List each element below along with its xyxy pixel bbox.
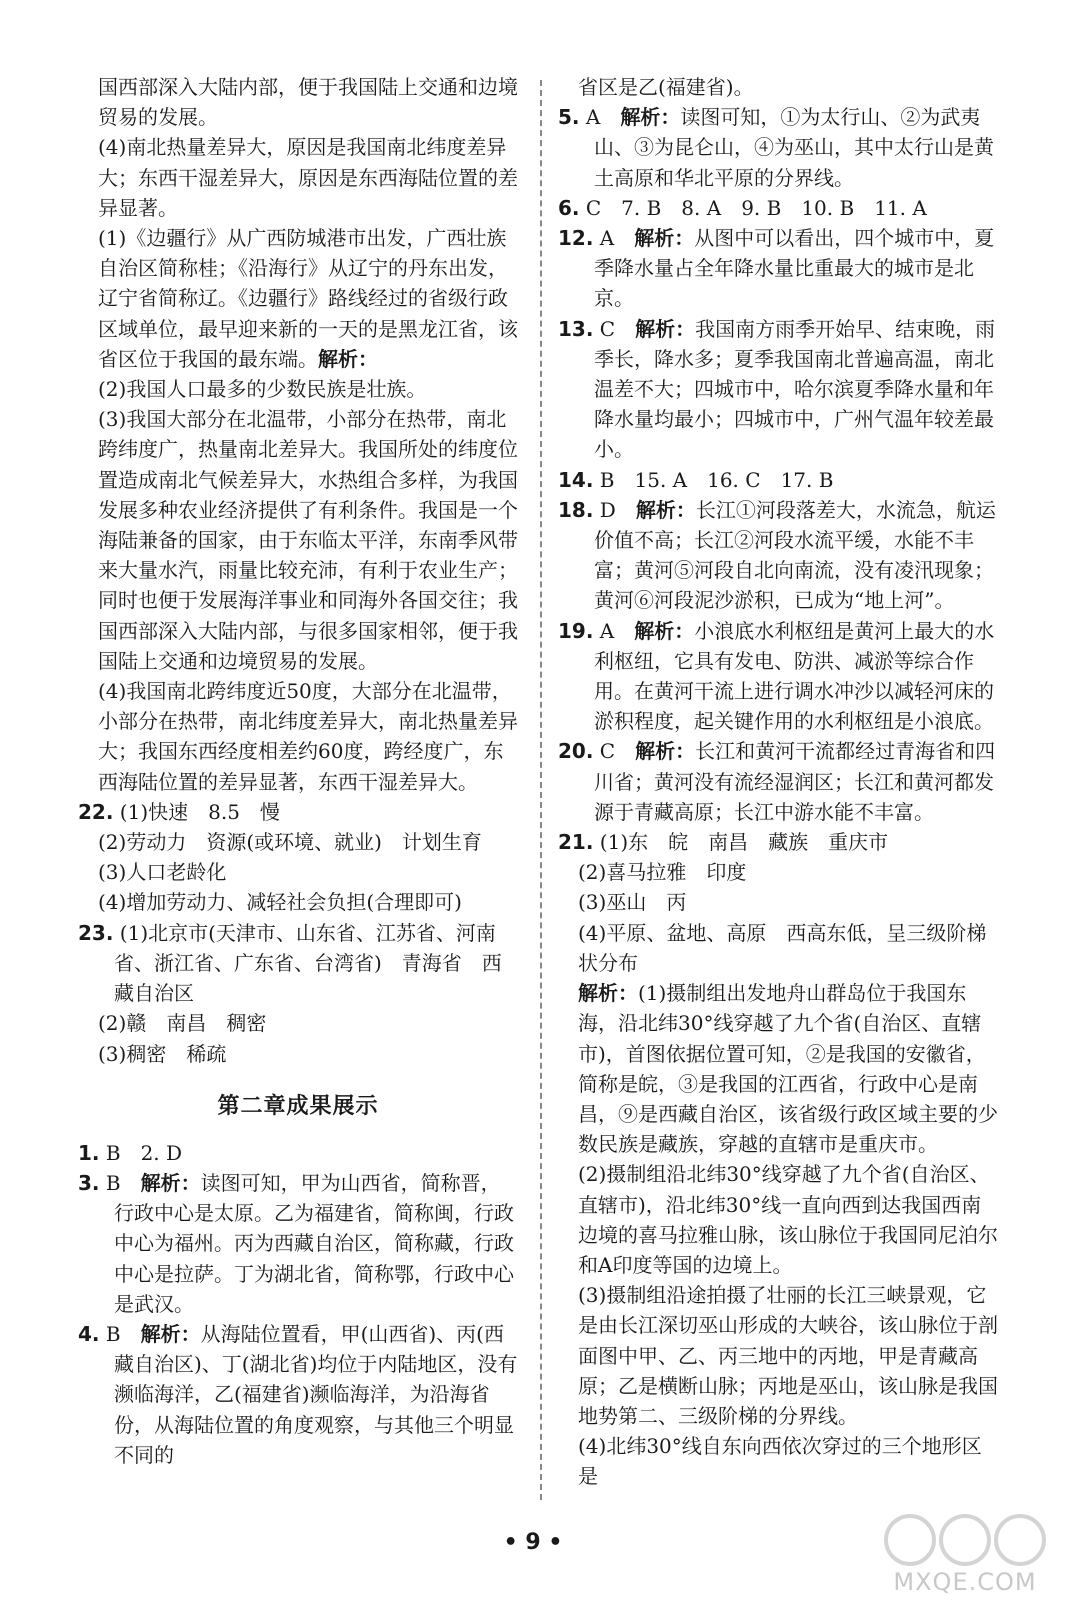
answer-paragraph [78, 72, 518, 132]
answer-text: C 7. B 8. A 9. B 10. B 11. A [579, 195, 927, 220]
answer-text: (1)北京市(天津市、山东省、江苏省、河南省、浙江省、广东省、台湾省) 青海省 西藏自治区 [113, 920, 502, 1006]
analysis-label: 解析： [578, 981, 638, 1006]
answer-text: B [99, 1170, 141, 1195]
answer-paragraph [558, 102, 998, 193]
question-number: 5. [558, 105, 580, 130]
answer-paragraph [78, 1138, 518, 1168]
answer-text: A [593, 618, 635, 643]
answer-paragraph [558, 827, 998, 857]
question-number: 18. [558, 497, 594, 522]
answer-paragraph [78, 797, 518, 827]
right-column [558, 72, 998, 1492]
analysis-text: (1)摄制组出发地舟山群岛位于我国东海，沿北纬30°线穿越了九个省(自治区、直辖市)，首图依据位置可知，②是我国的安徽省，简称是皖，③是我国的江西省，行政中心是南昌，⑨是西藏自治区，该省级行政区域主要的少数民族是藏族，穿越的直辖市是重庆市。 [578, 981, 998, 1157]
answer-text: (2)赣 南昌 稠密 [98, 1011, 267, 1036]
analysis-label: 解析： [140, 1321, 201, 1346]
answer-paragraph [558, 465, 998, 495]
analysis-text: 长江和黄河干流都经过青海省和四川省；黄河没有流经湿润区；长江和黄河都发源于青藏高原；长江中游水能不丰富。 [594, 739, 996, 824]
answer-paragraph [78, 404, 518, 676]
answer-paragraph [558, 918, 998, 978]
answer-text: (3)人口老龄化 [98, 860, 227, 885]
answer-paragraph [558, 616, 998, 737]
answer-paragraph [78, 918, 518, 1009]
answer-text: (2)摄制组沿北纬30°线穿越了九个省(自治区、直辖市)，沿北纬30°线一直向西到达我国西南边境的喜马拉雅山脉，该山脉位于我国同尼泊尔和A印度等国的边境上。 [578, 1162, 998, 1277]
answer-paragraph [78, 1008, 518, 1038]
answer-text: (1)《边疆行》从广西防城港市出发，广西壮族自治区简称桂；《沿海行》从辽宁的丹东出发，辽宁省简称辽。《边疆行》路线经过的省级行政区域单位，最早迎来新的一天的是黑龙江省，该省区位于我国的最东端。 [98, 226, 518, 371]
answer-paragraph [78, 1168, 518, 1319]
analysis-label: 解析： [634, 226, 695, 251]
answer-paragraph [78, 374, 518, 404]
answer-paragraph [78, 1319, 518, 1470]
question-number: 12. [558, 226, 594, 251]
answer-text: B 15. A 16. C 17. B [593, 467, 834, 492]
answer-paragraph [558, 1159, 998, 1280]
question-number: 13. [558, 316, 594, 341]
answer-text: (3)我国大部分在北温带，小部分在热带，南北跨纬度广，热量南北差异大。我国所处的纬度位置造成南北气候差异大，水热组合多样，为我国发展多种农业经济提供了有利条件。我国是一个海陆兼备的国家，由于东临太平洋，东南季风带来大量水汽，雨量比较充沛，有利于农业生产；同时也便于发展海洋事业和同海外各国交往；我国西部深入大陆内部，与很多国家相邻，便于我国陆上交通和边境贸易的发展。 [98, 407, 518, 673]
analysis-label: 解析： [634, 618, 695, 643]
question-number: 20. [558, 739, 594, 764]
answer-paragraph [78, 827, 518, 857]
question-number: 19. [558, 618, 594, 643]
answer-text: B [99, 1321, 141, 1346]
answer-text: (2)喜马拉雅 印度 [578, 860, 747, 885]
column-divider [540, 80, 542, 1500]
analysis-label: 解析： [635, 316, 696, 341]
answer-paragraph [78, 857, 518, 887]
answer-text: (4)平原、盆地、高原 西高东低，呈三级阶梯状分布 [578, 920, 987, 975]
answer-text: (4)我国南北跨纬度近50度，大部分在北温带，小部分在热带，南北纬度差异大，南北热量差异大；我国东西经度相差约60度，跨经度广，东西海陆位置的差异显著，东西干湿差异大。 [98, 679, 518, 794]
question-number: 4. [78, 1321, 100, 1346]
answer-paragraph [558, 495, 998, 616]
answer-text: (1)东 皖 南昌 藏族 重庆市 [593, 830, 889, 855]
answer-text: (2)劳动力 资源(或环境、就业) 计划生育 [98, 830, 482, 855]
watermark-text: MXQE.COM [893, 1568, 1037, 1596]
analysis-text: 从海陆位置看，甲(山西省)、丙(西藏自治区)、丁(湖北省)均位于内陆地区，没有濒临海洋，乙(福建省)濒临海洋，为沿海省份，从海陆位置的角度观察，与其他三个明显不同的 [114, 1321, 518, 1467]
answer-paragraph [558, 223, 998, 314]
answer-text: 国西部深入大陆内部，便于我国陆上交通和边境贸易的发展。 [98, 75, 518, 130]
analysis-label: 解析： [635, 497, 696, 522]
watermark-logo [870, 1512, 1060, 1596]
question-number: 14. [558, 467, 594, 492]
answer-paragraph [558, 1431, 998, 1491]
answer-paragraph [558, 1280, 998, 1431]
answer-text: C [593, 739, 636, 764]
page-number: • 9 • [503, 1530, 563, 1555]
question-number: 23. [78, 920, 114, 945]
answer-paragraph [78, 676, 518, 797]
answer-paragraph [558, 314, 998, 465]
answer-paragraph [558, 736, 998, 827]
analysis-text: 长江①河段落差大，水流急，航运价值不高；长江②河段水流平缓，水能不丰富；黄河⑤河段自北向南流，没有凌汛现象；黄河⑥河段泥沙淤积，已成为“地上河”。 [594, 497, 996, 613]
answer-paragraph [558, 887, 998, 917]
question-number: 3. [78, 1170, 100, 1195]
answer-text: C [593, 316, 636, 341]
question-number: 21. [558, 830, 594, 855]
answer-paragraph [78, 132, 518, 223]
analysis-label: 解析： [140, 1170, 201, 1195]
analysis-text: 小浪底水利枢纽是黄河上最大的水利枢纽，它具有发电、防洪、减淤等综合作用。在黄河干流上进行调水冲沙以减轻河床的淤积程度，起关键作用的水利枢纽是小浪底。 [594, 618, 995, 734]
analysis-text: 我国南方雨季开始早、结束晚，雨季长，降水多；夏季我国南北普遍高温，南北温差不大；四城市中，哈尔滨夏季降水量和年降水量均最小；四城市中，广州气温年较差最小。 [594, 316, 996, 462]
answer-text: D [593, 497, 636, 522]
answer-text: (2)我国人口最多的少数民族是壮族。 [98, 377, 427, 402]
answer-text: B 2. D [99, 1140, 183, 1165]
answer-text: (4)北纬30°线自东向西依次穿过的三个地形区是 [578, 1434, 982, 1489]
analysis-label: 解析： [318, 346, 378, 371]
answer-paragraph [78, 1039, 518, 1069]
answer-paragraph [558, 978, 998, 1159]
answer-paragraph [558, 193, 998, 223]
answer-paragraph [78, 223, 518, 374]
answer-text: (3)稠密 稀疏 [98, 1041, 227, 1066]
answer-paragraph [558, 72, 998, 102]
analysis-label: 解析： [620, 105, 681, 130]
answer-text: (3)巫山 丙 [578, 890, 687, 915]
answer-text: A [579, 105, 621, 130]
analysis-text: 读图可知，甲为山西省，简称晋，行政中心是太原。乙为福建省，简称闽，行政中心为福州。丙为西藏自治区，简称藏，行政中心是拉萨。丁为湖北省，简称鄂，行政中心是武汉。 [114, 1170, 514, 1316]
question-number: 6. [558, 195, 580, 220]
answer-text: (1)快速 8.5 慢 [113, 799, 280, 824]
section-heading: 第二章成果展示 [217, 1093, 379, 1119]
answer-text: A [593, 226, 635, 251]
question-number: 1. [78, 1140, 100, 1165]
answer-text: (4)南北热量差异大，原因是我国南北纬度差异大；东西干湿差异大，原因是东西海陆位置的差异显著。 [98, 135, 518, 220]
analysis-text: 从图中可以看出，四个城市中，夏季降水量占全年降水量比重最大的城市是北京。 [594, 226, 995, 311]
analysis-label: 解析： [635, 739, 696, 764]
question-number: 22. [78, 799, 114, 824]
answer-paragraph [78, 887, 518, 917]
answer-paragraph [558, 857, 998, 887]
left-column [78, 72, 518, 1470]
answer-text: 省区是乙(福建省)。 [578, 75, 754, 99]
answer-text: (3)摄制组沿途拍摄了壮丽的长江三峡景观，它是由长江深切巫山形成的大峡谷，该山脉位于剖面图中甲、乙、丙三地中的丙地，甲是青藏高原；乙是横断山脉；丙地是巫山，该山脉是我国地势第二、三级阶梯的分界线。 [578, 1283, 998, 1428]
answer-text: (4)增加劳动力、减轻社会负担(合理即可) [98, 890, 462, 915]
analysis-text: 读图可知，①为太行山、②为武夷山、③为昆仑山，④为巫山，其中太行山是黄土高原和华北平原的分界线。 [594, 105, 994, 190]
